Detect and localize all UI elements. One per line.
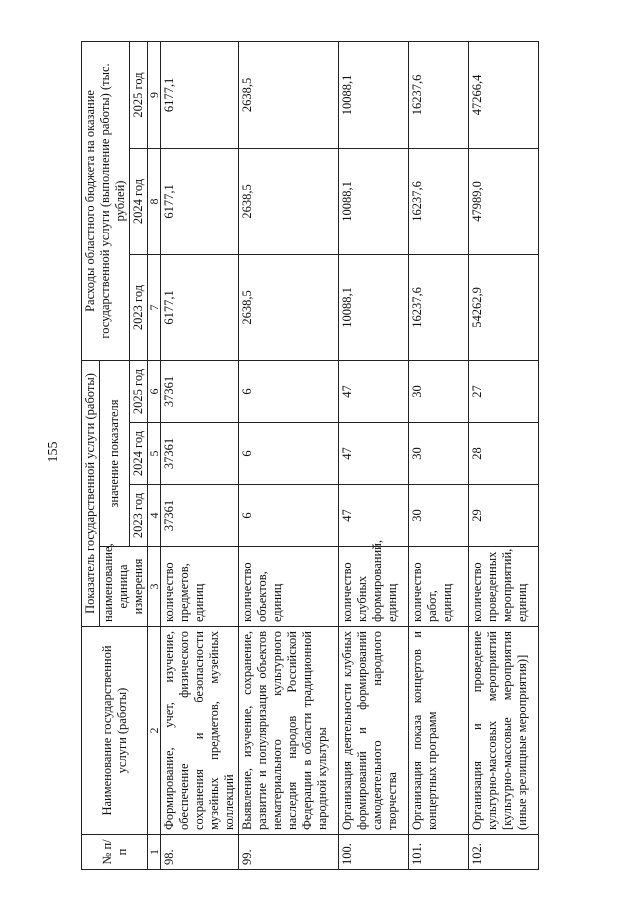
header-indicator-value: значение показателя (100, 360, 130, 546)
row-number: 100. (339, 835, 409, 870)
value-2023: 30 (409, 485, 469, 547)
column-number: 9 (148, 41, 161, 148)
header-expense-2025: 2025 год (130, 41, 148, 148)
service-name: Выявление, изучение, сохранение, развитие и популяризация объектов нематериального культурного наследия народов Российской Федерации в области традиционной народной культуры (239, 627, 339, 835)
header-expense-2024: 2024 год (130, 148, 148, 254)
expense-2023: 16237,6 (409, 254, 469, 360)
column-numbers-row (148, 41, 161, 869)
value-2023: 6 (239, 485, 339, 547)
expense-2025: 10088,1 (339, 41, 409, 148)
value-2024: 37361 (161, 423, 239, 485)
indicator-unit: количество предметов, единиц (161, 547, 239, 627)
value-2023: 29 (469, 485, 539, 547)
header-expense-group: Расходы областного бюджета на оказание государственной услуги (выполнение работы) (тыс. рублей) (82, 41, 130, 360)
indicator-unit: количество работ, единиц (409, 547, 469, 627)
expense-2025: 2638,5 (239, 41, 339, 148)
header-value-2025: 2025 год (130, 360, 148, 422)
indicator-unit: количество клубных формирований, единиц (339, 547, 409, 627)
header-value-2023: 2023 год (130, 485, 148, 547)
header-service-name: Наименование государственной услуги (работы) (82, 627, 148, 835)
header-indicator-name: наименование, единица измерения (100, 547, 148, 627)
row-number: 98. (161, 835, 239, 870)
service-name: Организация и проведение культурно-массовых мероприятий [культурно-массовые мероприятия (иные зрелищные мероприятия)] (469, 627, 539, 835)
expense-2024: 2638,5 (239, 148, 339, 254)
row-number: 102. (469, 835, 539, 870)
header-no: № п/п (82, 835, 148, 870)
service-name: Формирование, учет, изучение, обеспечение физического сохранения и безопасности музейных предметов, музейных коллекций (161, 627, 239, 835)
column-number: 1 (148, 835, 161, 870)
expense-2025: 16237,6 (409, 41, 469, 148)
expense-2023: 2638,5 (239, 254, 339, 360)
value-2024: 30 (409, 423, 469, 485)
column-number: 2 (148, 627, 161, 835)
column-number: 8 (148, 148, 161, 254)
row-number: 99. (239, 835, 339, 870)
table-row (339, 41, 409, 869)
header-expense-2023: 2023 год (130, 254, 148, 360)
expense-2023: 10088,1 (339, 254, 409, 360)
rotated-page (81, 42, 605, 870)
value-2024: 47 (339, 423, 409, 485)
indicator-unit: количество объектов, единиц (239, 547, 339, 627)
value-2025: 37361 (161, 360, 239, 422)
header-indicator-group: Показатель государственной услуги (работы) (82, 360, 100, 626)
expense-2024: 10088,1 (339, 148, 409, 254)
value-2024: 6 (239, 423, 339, 485)
expense-2023: 6177,1 (161, 254, 239, 360)
column-number: 5 (148, 423, 161, 485)
table-row (239, 41, 339, 869)
value-2025: 30 (409, 360, 469, 422)
service-name: Организация деятельности клубных формирований и формирований самодеятельного народного творчества (339, 627, 409, 835)
table-row (469, 41, 539, 869)
expense-2025: 47266,4 (469, 41, 539, 148)
value-2025: 47 (339, 360, 409, 422)
column-number: 3 (148, 547, 161, 627)
table-row (409, 41, 469, 869)
indicator-unit: количество проведенных мероприятий, единиц (469, 547, 539, 627)
row-number: 101. (409, 835, 469, 870)
value-2025: 27 (469, 360, 539, 422)
service-name: Организация показа концертов и концертных программ (409, 627, 469, 835)
expense-2024: 47989,0 (469, 148, 539, 254)
column-number: 4 (148, 485, 161, 547)
expense-2024: 16237,6 (409, 148, 469, 254)
value-2024: 28 (469, 423, 539, 485)
value-2023: 37361 (161, 485, 239, 547)
services-table (81, 41, 539, 870)
value-2025: 6 (239, 360, 339, 422)
column-number: 6 (148, 360, 161, 422)
expense-2024: 6177,1 (161, 148, 239, 254)
column-number: 7 (148, 254, 161, 360)
table-row (161, 41, 239, 869)
page-number: 155 (46, 441, 61, 463)
expense-2023: 54262,9 (469, 254, 539, 360)
header-value-2024: 2024 год (130, 423, 148, 485)
value-2023: 47 (339, 485, 409, 547)
expense-2025: 6177,1 (161, 41, 239, 148)
